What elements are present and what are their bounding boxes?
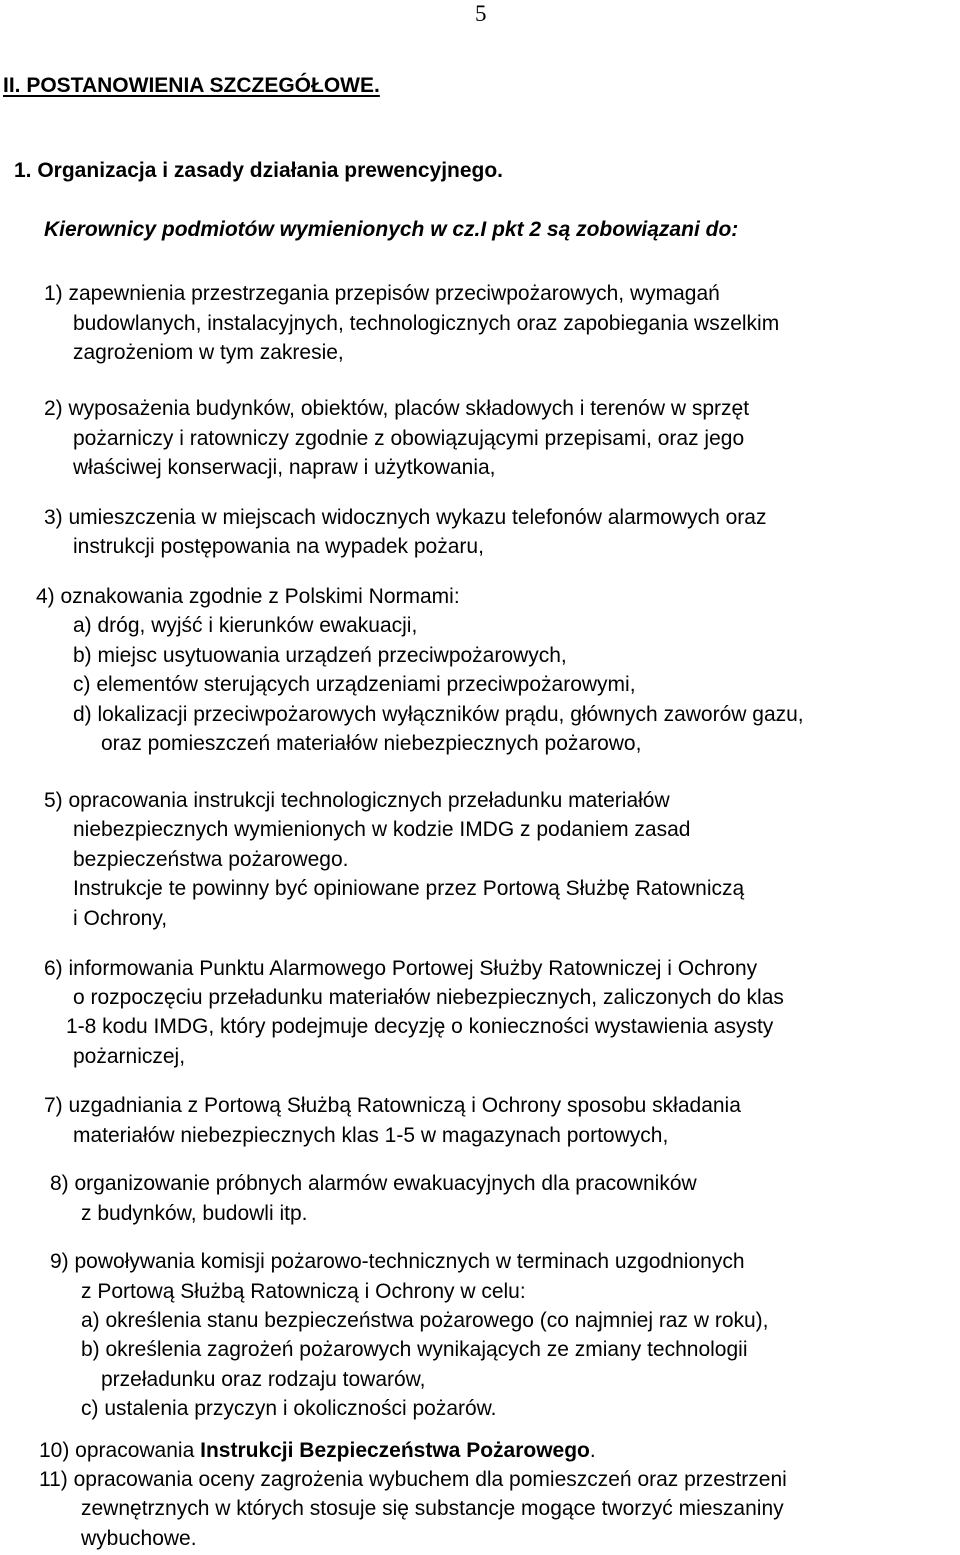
list-item-5-line: Instrukcje te powinny być opiniowane przez Portową Służbę Ratowniczą (73, 877, 745, 900)
list-item-2-line: właściwej konserwacji, napraw i użytkowania, (73, 456, 496, 479)
list-item-2-line: pożarniczy i ratowniczy zgodnie z obowiązującymi przepisami, oraz jego (73, 427, 745, 450)
list-item-5-line: i Ochrony, (73, 907, 168, 930)
list-item-11-line: 11) opracowania oceny zagrożenia wybuchem dla pomieszczeń oraz przestrzeni (39, 1468, 787, 1491)
list-item-3-line: 3) umieszczenia w miejscach widocznych wykazu telefonów alarmowych oraz (44, 506, 767, 529)
page-number: 5 (475, 1, 487, 26)
list-item-6-line: pożarniczej, (73, 1045, 186, 1068)
list-item-6-line: 1-8 kodu IMDG, który podejmuje decyzję o konieczności wystawienia asysty (66, 1015, 774, 1038)
list-item-4-line: 4) oznakowania zgodnie z Polskimi Normami: (36, 585, 460, 608)
list-item-11-line: wybuchowe. (81, 1527, 197, 1550)
list-item-10-prefix: 10) opracowania (39, 1439, 201, 1462)
list-item-7-line: 7) uzgadniania z Portową Służbą Ratowniczą i Ochrony sposobu składania (44, 1094, 741, 1117)
list-item-11-line: zewnętrznych w których stosuje się substancje mogące tworzyć mieszaniny (81, 1497, 784, 1520)
subsection-title: 1. Organizacja i zasady działania prewencyjnego. (14, 159, 504, 182)
list-item-9-subitem: a) określenia stanu bezpieczeństwa pożarowego (co najmniej raz w roku), (81, 1309, 769, 1332)
list-item-1-line: 1) zapewnienia przestrzegania przepisów przeciwpożarowych, wymagań (44, 282, 720, 305)
list-item-1-line: budowlanych, instalacyjnych, technologicznych oraz zapobiegania wszelkim (73, 312, 780, 335)
list-item-5-line: bezpieczeństwa pożarowego. (73, 848, 349, 871)
list-item-8-line: 8) organizowanie próbnych alarmów ewakuacyjnych dla pracowników (50, 1172, 697, 1195)
list-item-2-line: 2) wyposażenia budynków, obiektów, placów składowych i terenów w sprzęt (44, 397, 750, 420)
list-item-4-subitem: c) elementów sterujących urządzeniami przeciwpożarowymi, (73, 673, 636, 696)
list-item-9-line: z Portową Służbą Ratowniczą i Ochrony w celu: (81, 1280, 526, 1303)
list-item-4-subitem: d) lokalizacji przeciwpożarowych wyłączników prądu, głównych zaworów gazu, (73, 703, 804, 726)
list-item-9-subitem: przeładunku oraz rodzaju towarów, (101, 1368, 426, 1391)
list-item-10-suffix: . (589, 1439, 596, 1462)
list-item-5-line: 5) opracowania instrukcji technologicznych przeładunku materiałów (44, 789, 670, 812)
list-item-9-subitem: c) ustalenia przyczyn i okoliczności pożarów. (81, 1397, 497, 1420)
list-item-7-line: materiałów niebezpiecznych klas 1-5 w magazynach portowych, (73, 1124, 669, 1147)
list-item-3-line: instrukcji postępowania na wypadek pożaru, (73, 535, 484, 558)
list-item-5-line: niebezpiecznych wymienionych w kodzie IMDG z podaniem zasad (73, 818, 691, 841)
list-item-4-subitem: oraz pomieszczeń materiałów niebezpiecznych pożarowo, (101, 732, 642, 755)
list-item-4-subitem: b) miejsc usytuowania urządzeń przeciwpożarowych, (73, 644, 567, 667)
list-item-10-bold-title: Instrukcji Bezpieczeństwa Pożarowego (200, 1439, 590, 1462)
list-item-1-line: zagrożeniom w tym zakresie, (73, 341, 344, 364)
list-item-6-line: 6) informowania Punktu Alarmowego Portowej Służby Ratowniczej i Ochrony (44, 957, 758, 980)
list-item-8-line: z budynków, budowli itp. (81, 1202, 308, 1225)
list-item-9-line: 9) powoływania komisji pożarowo-technicznych w terminach uzgodnionych (50, 1250, 745, 1273)
section-title: II. POSTANOWIENIA SZCZEGÓŁOWE. (3, 74, 380, 97)
list-item-10-line (39, 1439, 596, 1463)
intro-text: Kierownicy podmiotów wymienionych w cz.I pkt 2 są zobowiązani do: (44, 218, 739, 241)
list-item-9-subitem: b) określenia zagrożeń pożarowych wynikających ze zmiany technologii (81, 1338, 748, 1361)
list-item-6-line: o rozpoczęciu przeładunku materiałów niebezpiecznych, zaliczonych do klas (73, 986, 784, 1009)
list-item-4-subitem: a) dróg, wyjść i kierunków ewakuacji, (73, 614, 418, 637)
